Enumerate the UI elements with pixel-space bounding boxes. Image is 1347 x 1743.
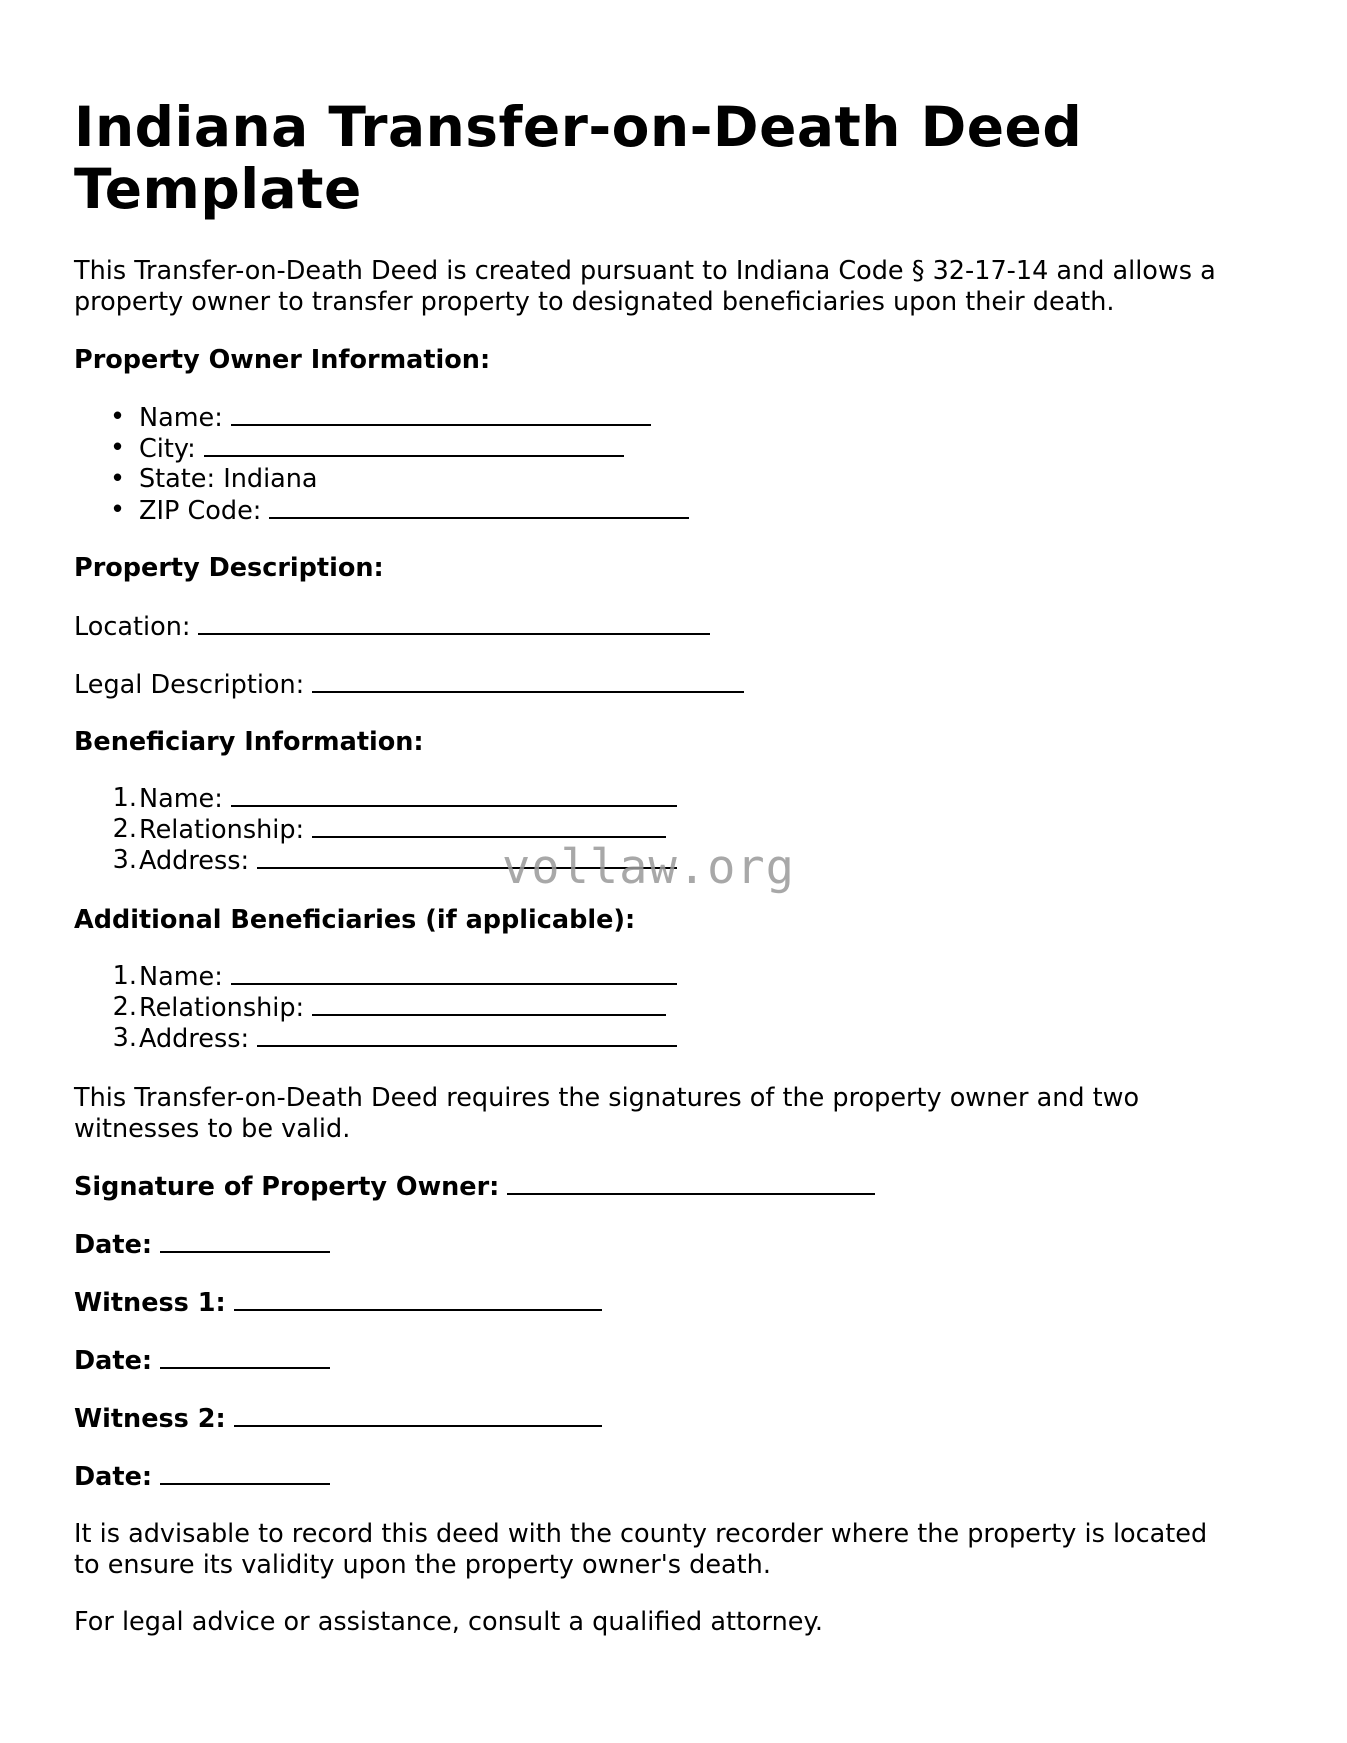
owner-signature-field[interactable] [507,1171,875,1195]
advice-line-1: It is advisable to record this deed with the county recorder where the property is located [74,1519,1208,1549]
owner-city-label: City: [139,434,196,464]
list-number: 2. [112,814,137,844]
intro-line-1: This Transfer-on-Death Deed is created pursuant to Indiana Code § 32-17-14 and allows a [74,256,1216,286]
page-title [74,96,1082,220]
legal-description-line [74,669,744,701]
watermark: vollaw.org [502,840,795,895]
owner-zip-label: ZIP Code: [139,496,262,526]
beneficiary-relationship-field[interactable] [312,814,666,838]
additional-relationship-field[interactable] [312,992,666,1016]
additional-address-field[interactable] [257,1023,677,1047]
witness2-line [74,1403,602,1435]
list-number: 3. [112,1023,137,1053]
witness2-label: Witness 2: [74,1404,226,1434]
owner-heading: Property Owner Information: [74,345,491,375]
witness2-date-label: Date: [74,1462,153,1492]
owner-signature-label: Signature of Property Owner: [74,1172,500,1202]
beneficiary-heading: Beneficiary Information: [74,727,424,757]
requirements-line-1: This Transfer-on-Death Deed requires the signatures of the property owner and two [74,1083,1140,1113]
owner-signature-line [74,1171,875,1203]
additional-relationship-item [139,992,666,1024]
beneficiary-name-label: Name: [139,784,223,814]
beneficiary-name-item [139,783,677,815]
witness1-date-label: Date: [74,1346,153,1376]
owner-name-field[interactable] [231,402,651,426]
list-number: 3. [112,845,137,875]
location-line [74,611,710,643]
additional-relationship-label: Relationship: [139,993,305,1023]
owner-name-item [139,402,651,434]
legal-description-field[interactable] [312,669,744,693]
owner-state-item: State: Indiana [139,464,318,494]
beneficiary-name-field[interactable] [231,783,677,807]
attorney-note: For legal advice or assistance, consult a qualified attorney. [74,1607,824,1637]
location-field[interactable] [198,611,710,635]
list-bullet: • [110,495,126,525]
legal-description-label: Legal Description: [74,670,305,700]
witness1-line [74,1287,602,1319]
additional-name-item [139,961,677,993]
beneficiary-address-label: Address: [139,846,250,876]
list-bullet: • [110,433,126,463]
witness2-date-line [74,1461,330,1493]
witness1-label: Witness 1: [74,1288,226,1318]
property-heading: Property Description: [74,553,384,583]
advice-line-2: to ensure its validity upon the property owner's death. [74,1550,771,1580]
owner-name-label: Name: [139,403,223,433]
additional-heading: Additional Beneficiaries (if applicable): [74,905,636,935]
witness1-date-field[interactable] [160,1345,330,1369]
intro-line-2: property owner to transfer property to designated beneficiaries upon their death. [74,287,1115,317]
list-bullet: • [110,464,126,494]
additional-name-label: Name: [139,962,223,992]
list-number: 1. [112,783,137,813]
list-bullet: • [110,402,126,432]
witness2-date-field[interactable] [160,1461,330,1485]
additional-address-item [139,1023,677,1055]
owner-date-field[interactable] [160,1229,330,1253]
witness1-field[interactable] [234,1287,602,1311]
witness2-field[interactable] [234,1403,602,1427]
location-label: Location: [74,612,191,642]
owner-zip-item [139,495,689,527]
owner-date-label: Date: [74,1230,153,1260]
title-line-1: Indiana Transfer-on-Death Deed [74,95,1083,159]
additional-name-field[interactable] [231,961,677,985]
list-number: 1. [112,961,137,991]
title-line-2: Template [74,157,362,221]
beneficiary-relationship-label: Relationship: [139,815,305,845]
list-number: 2. [112,992,137,1022]
owner-zip-field[interactable] [269,495,689,519]
additional-address-label: Address: [139,1024,250,1054]
owner-city-item [139,433,624,465]
requirements-line-2: witnesses to be valid. [74,1114,351,1144]
owner-city-field[interactable] [204,433,624,457]
owner-date-line [74,1229,330,1261]
witness1-date-line [74,1345,330,1377]
